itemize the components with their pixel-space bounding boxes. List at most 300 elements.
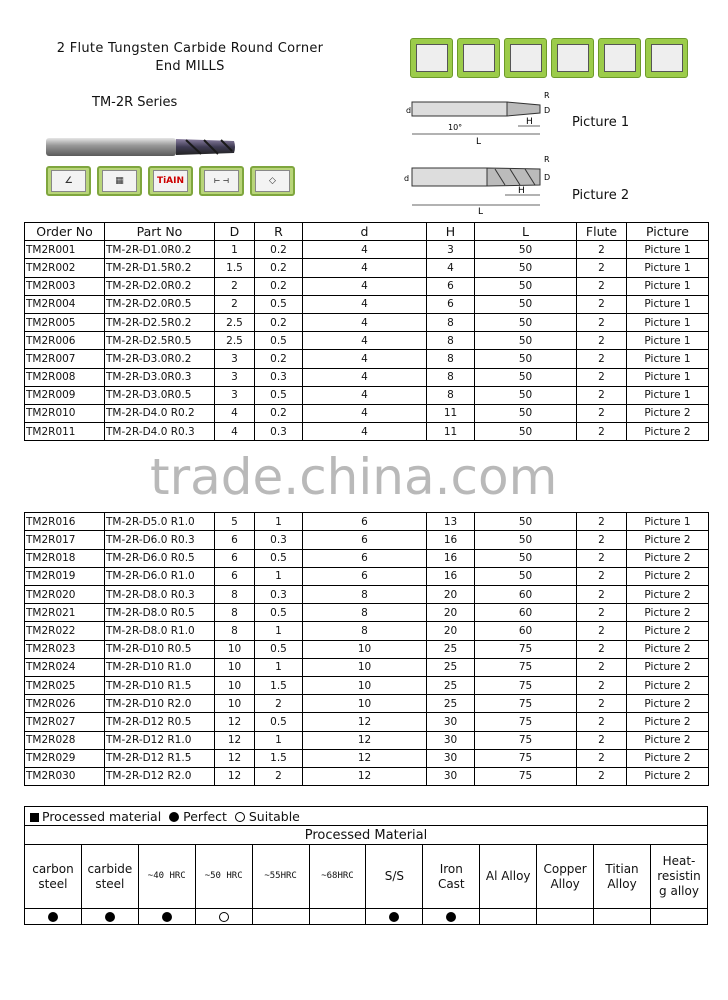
cell-part-no: TM-2R-D1.5R0.2 (105, 259, 215, 277)
cell-d: 8 (215, 604, 255, 622)
cell-flute: 2 (577, 749, 627, 767)
material-name-line: Titian (605, 861, 639, 876)
cell-h: 4 (427, 259, 475, 277)
end-mill-image (46, 130, 236, 164)
cell-picture: Picture 2 (627, 604, 709, 622)
suitable-ring-icon (235, 812, 245, 822)
cell-l: 50 (475, 241, 577, 259)
cell-picture: Picture 2 (627, 767, 709, 785)
cell-flute: 2 (577, 313, 627, 331)
legend-suitable: Suitable (248, 808, 300, 824)
col-picture: Picture (627, 223, 709, 241)
cell-shank-d: 6 (303, 549, 427, 567)
table-row (25, 676, 709, 694)
col-flute: Flute (577, 223, 627, 241)
cell-h: 25 (427, 640, 475, 658)
cell-order-no: TM2R019 (25, 567, 105, 585)
cell-flute: 2 (577, 676, 627, 694)
cell-flute: 2 (577, 731, 627, 749)
material-mark (25, 909, 82, 925)
cell-r: 0.2 (255, 404, 303, 422)
cell-r: 1 (255, 622, 303, 640)
cell-order-no: TM2R026 (25, 695, 105, 713)
material-name (252, 845, 309, 909)
cell-l: 50 (475, 549, 577, 567)
cell-order-no: TM2R010 (25, 404, 105, 422)
cell-h: 11 (427, 404, 475, 422)
cell-picture: Picture 1 (627, 386, 709, 404)
series-label: TM-2R Series (92, 95, 178, 110)
diagram-big-d-label: D (544, 106, 551, 115)
cell-flute: 2 (577, 368, 627, 386)
cell-order-no: TM2R007 (25, 350, 105, 368)
table-row (25, 549, 709, 567)
cell-h: 16 (427, 531, 475, 549)
cell-shank-d: 12 (303, 767, 427, 785)
cell-d: 12 (215, 767, 255, 785)
cell-h: 25 (427, 658, 475, 676)
cell-flute: 2 (577, 531, 627, 549)
cell-h: 13 (427, 513, 475, 531)
cell-flute: 2 (577, 622, 627, 640)
cell-l: 75 (475, 713, 577, 731)
cell-h: 6 (427, 277, 475, 295)
legend-perfect: Perfect (183, 808, 227, 824)
cell-part-no: TM-2R-D1.0R0.2 (105, 241, 215, 259)
cell-d: 12 (215, 713, 255, 731)
cell-part-no: TM-2R-D3.0R0.5 (105, 386, 215, 404)
material-name-line: Alloy (607, 876, 637, 891)
cell-picture: Picture 1 (627, 513, 709, 531)
cell-r: 0.2 (255, 313, 303, 331)
diagram2-d-label: d (404, 174, 410, 183)
diagram2-big-d-label: D (544, 173, 551, 182)
cell-r: 0.5 (255, 386, 303, 404)
cell-r: 0.5 (255, 640, 303, 658)
diagram-angle-label: 10° (448, 123, 463, 132)
cell-r: 1 (255, 731, 303, 749)
material-mark (594, 909, 651, 925)
diagram-h-label: H (526, 117, 533, 127)
cell-order-no: TM2R016 (25, 513, 105, 531)
material-mark (423, 909, 480, 925)
material-name (537, 845, 594, 909)
cell-r: 0.5 (255, 295, 303, 313)
cell-order-no: TM2R024 (25, 658, 105, 676)
material-name (480, 845, 537, 909)
cell-shank-d: 6 (303, 531, 427, 549)
material-mark (138, 909, 195, 925)
picture-1-diagram (400, 88, 565, 148)
material-name-line: carbide (87, 861, 133, 876)
cell-l: 75 (475, 658, 577, 676)
cell-h: 6 (427, 295, 475, 313)
cell-d: 2.5 (215, 332, 255, 350)
cell-order-no: TM2R008 (25, 368, 105, 386)
shape-badge: ◇ (250, 166, 295, 196)
cell-h: 25 (427, 676, 475, 694)
perfect-dot-icon (169, 812, 179, 822)
cell-part-no: TM-2R-D12 R0.5 (105, 713, 215, 731)
material-mark (195, 909, 252, 925)
col-order-no: Order No (25, 223, 105, 241)
cell-shank-d: 6 (303, 567, 427, 585)
material-name (594, 845, 651, 909)
cell-part-no: TM-2R-D10 R2.0 (105, 695, 215, 713)
perfect-dot-icon (105, 912, 115, 922)
material-name-line: Copper (543, 861, 587, 876)
cell-d: 5 (215, 513, 255, 531)
table-row (25, 731, 709, 749)
cell-r: 0.5 (255, 604, 303, 622)
cell-picture: Picture 2 (627, 423, 709, 441)
cell-d: 2 (215, 295, 255, 313)
material-name-line: ~40 HRC (147, 871, 186, 881)
cell-d: 10 (215, 640, 255, 658)
cell-picture: Picture 2 (627, 404, 709, 422)
suitable-ring-icon (219, 912, 229, 922)
cell-order-no: TM2R004 (25, 295, 105, 313)
material-name-line: steel (95, 876, 125, 891)
col-h: H (427, 223, 475, 241)
cell-l: 50 (475, 513, 577, 531)
cell-h: 8 (427, 386, 475, 404)
cell-shank-d: 4 (303, 386, 427, 404)
cell-order-no: TM2R023 (25, 640, 105, 658)
cell-d: 10 (215, 695, 255, 713)
cell-r: 0.3 (255, 586, 303, 604)
cell-part-no: TM-2R-D8.0 R0.3 (105, 586, 215, 604)
table-row (25, 604, 709, 622)
cell-picture: Picture 1 (627, 313, 709, 331)
cell-shank-d: 12 (303, 713, 427, 731)
cell-picture: Picture 2 (627, 749, 709, 767)
cell-r: 1 (255, 567, 303, 585)
cell-shank-d: 10 (303, 676, 427, 694)
cell-r: 0.2 (255, 241, 303, 259)
material-mark (480, 909, 537, 925)
material-name-line: resistin (657, 869, 701, 883)
material-name (81, 845, 138, 909)
cell-flute: 2 (577, 549, 627, 567)
diagram2-r-label: R (544, 155, 550, 164)
cell-flute: 2 (577, 350, 627, 368)
cell-part-no: TM-2R-D2.0R0.2 (105, 277, 215, 295)
cell-l: 50 (475, 295, 577, 313)
col-d: D (215, 223, 255, 241)
cell-h: 8 (427, 368, 475, 386)
cell-part-no: TM-2R-D12 R2.0 (105, 767, 215, 785)
cell-d: 6 (215, 549, 255, 567)
cell-order-no: TM2R003 (25, 277, 105, 295)
cell-h: 8 (427, 313, 475, 331)
cell-r: 2 (255, 767, 303, 785)
cell-h: 16 (427, 549, 475, 567)
cell-h: 3 (427, 241, 475, 259)
material-mark (81, 909, 138, 925)
cell-shank-d: 10 (303, 695, 427, 713)
side-milling-icon (457, 38, 500, 78)
table-row (25, 277, 709, 295)
slotting-icon (410, 38, 453, 78)
table-row (25, 513, 709, 531)
col-part-no: Part No (105, 223, 215, 241)
cell-order-no: TM2R022 (25, 622, 105, 640)
cell-d: 8 (215, 622, 255, 640)
cell-picture: Picture 2 (627, 713, 709, 731)
cell-shank-d: 8 (303, 622, 427, 640)
cell-part-no: TM-2R-D2.5R0.5 (105, 332, 215, 350)
feature-badges (46, 166, 295, 196)
table-row (25, 313, 709, 331)
table-row (25, 695, 709, 713)
cell-order-no: TM2R002 (25, 259, 105, 277)
table-row (25, 350, 709, 368)
cell-picture: Picture 1 (627, 277, 709, 295)
coating-text-badge: ▦ (97, 166, 142, 196)
table-row (25, 713, 709, 731)
cell-flute: 2 (577, 767, 627, 785)
cell-l: 50 (475, 386, 577, 404)
cell-d: 1.5 (215, 259, 255, 277)
perfect-dot-icon (389, 912, 399, 922)
title-line-1: 2 Flute Tungsten Carbide Round Corner (56, 41, 324, 56)
title-line-2: End MILLS (155, 59, 225, 74)
cell-l: 75 (475, 767, 577, 785)
cell-part-no: TM-2R-D10 R1.5 (105, 676, 215, 694)
cell-d: 6 (215, 567, 255, 585)
material-name (138, 845, 195, 909)
cell-part-no: TM-2R-D12 R1.0 (105, 731, 215, 749)
cell-d: 2.5 (215, 313, 255, 331)
table-row (25, 622, 709, 640)
cell-picture: Picture 2 (627, 586, 709, 604)
cell-part-no: TM-2R-D10 R1.0 (105, 658, 215, 676)
materials-legend (25, 807, 708, 826)
cell-order-no: TM2R027 (25, 713, 105, 731)
cell-shank-d: 10 (303, 658, 427, 676)
cell-shank-d: 4 (303, 313, 427, 331)
cell-d: 3 (215, 350, 255, 368)
cell-d: 10 (215, 658, 255, 676)
cell-shank-d: 4 (303, 350, 427, 368)
material-mark (309, 909, 366, 925)
cell-d: 12 (215, 749, 255, 767)
cell-order-no: TM2R006 (25, 332, 105, 350)
cell-l: 60 (475, 604, 577, 622)
table-row (25, 295, 709, 313)
picture-1-label: Picture 1 (572, 115, 630, 130)
cell-order-no: TM2R029 (25, 749, 105, 767)
cell-order-no: TM2R020 (25, 586, 105, 604)
shoulder-icon (551, 38, 594, 78)
cell-shank-d: 6 (303, 513, 427, 531)
square-icon (30, 813, 39, 822)
material-mark (537, 909, 594, 925)
cell-picture: Picture 2 (627, 622, 709, 640)
cell-flute: 2 (577, 332, 627, 350)
col-shank-d: d (303, 223, 427, 241)
cell-r: 0.5 (255, 549, 303, 567)
coating-label: TiAIN (153, 170, 188, 192)
cell-r: 0.3 (255, 368, 303, 386)
cell-d: 1 (215, 241, 255, 259)
cell-l: 75 (475, 749, 577, 767)
cell-l: 50 (475, 404, 577, 422)
cell-part-no: TM-2R-D6.0 R1.0 (105, 567, 215, 585)
cell-l: 75 (475, 640, 577, 658)
cell-r: 0.2 (255, 350, 303, 368)
material-name-line: ~68HRC (321, 871, 354, 881)
cell-r: 0.3 (255, 531, 303, 549)
material-mark (252, 909, 309, 925)
cell-flute: 2 (577, 295, 627, 313)
table-row (25, 531, 709, 549)
ramping-icon (645, 38, 688, 78)
cell-shank-d: 12 (303, 731, 427, 749)
cell-picture: Picture 1 (627, 350, 709, 368)
cell-h: 30 (427, 749, 475, 767)
diagram-r-label: R (544, 91, 550, 100)
material-name-line: Heat- (662, 854, 696, 868)
cell-shank-d: 8 (303, 604, 427, 622)
material-name (309, 845, 366, 909)
cell-shank-d: 12 (303, 749, 427, 767)
table-row (25, 332, 709, 350)
cell-r: 1.5 (255, 676, 303, 694)
cell-d: 2 (215, 277, 255, 295)
material-mark (650, 909, 707, 925)
cell-h: 20 (427, 586, 475, 604)
cell-picture: Picture 1 (627, 368, 709, 386)
material-name-line: Cast (437, 876, 465, 891)
cell-shank-d: 8 (303, 586, 427, 604)
cell-order-no: TM2R017 (25, 531, 105, 549)
cell-order-no: TM2R009 (25, 386, 105, 404)
cell-picture: Picture 2 (627, 640, 709, 658)
cell-part-no: TM-2R-D5.0 R1.0 (105, 513, 215, 531)
cell-h: 11 (427, 423, 475, 441)
cell-flute: 2 (577, 277, 627, 295)
cell-h: 20 (427, 622, 475, 640)
cell-h: 25 (427, 695, 475, 713)
cell-l: 75 (475, 676, 577, 694)
cell-flute: 2 (577, 586, 627, 604)
material-name-line: S/S (384, 869, 405, 883)
cell-flute: 2 (577, 259, 627, 277)
material-name-line: Iron (439, 861, 463, 876)
cell-d: 3 (215, 368, 255, 386)
cell-d: 6 (215, 531, 255, 549)
col-r: R (255, 223, 303, 241)
cell-part-no: TM-2R-D12 R1.5 (105, 749, 215, 767)
cell-order-no: TM2R011 (25, 423, 105, 441)
diagram2-l-label: L (478, 207, 484, 215)
tolerance-badge: ⊢ ⊣ (199, 166, 244, 196)
col-l: L (475, 223, 577, 241)
cell-order-no: TM2R001 (25, 241, 105, 259)
cell-picture: Picture 1 (627, 241, 709, 259)
cell-picture: Picture 2 (627, 549, 709, 567)
material-name (423, 845, 480, 909)
diagram-l-label: L (476, 137, 482, 147)
cell-flute: 2 (577, 567, 627, 585)
cell-part-no: TM-2R-D8.0 R1.0 (105, 622, 215, 640)
cell-flute: 2 (577, 241, 627, 259)
table-row (25, 749, 709, 767)
cell-picture: Picture 2 (627, 695, 709, 713)
perfect-dot-icon (446, 912, 456, 922)
cell-l: 50 (475, 277, 577, 295)
cell-r: 1 (255, 658, 303, 676)
material-name-line: Alloy (550, 876, 580, 891)
material-name (366, 845, 423, 909)
cell-picture: Picture 1 (627, 332, 709, 350)
perfect-dot-icon (162, 912, 172, 922)
cell-l: 75 (475, 695, 577, 713)
cell-part-no: TM-2R-D6.0 R0.5 (105, 549, 215, 567)
cell-l: 50 (475, 531, 577, 549)
cell-flute: 2 (577, 404, 627, 422)
diagram-d-label: d (406, 106, 412, 115)
coating-badge (148, 166, 193, 196)
profile-icon (598, 38, 641, 78)
cell-d: 8 (215, 586, 255, 604)
application-icons (410, 38, 688, 78)
picture-2-diagram (400, 150, 565, 215)
cell-order-no: TM2R018 (25, 549, 105, 567)
cell-d: 4 (215, 423, 255, 441)
cell-shank-d: 10 (303, 640, 427, 658)
cell-r: 1 (255, 513, 303, 531)
cell-part-no: TM-2R-D10 R0.5 (105, 640, 215, 658)
cell-r: 0.2 (255, 259, 303, 277)
cell-part-no: TM-2R-D2.5R0.2 (105, 313, 215, 331)
cell-d: 4 (215, 404, 255, 422)
cell-shank-d: 4 (303, 404, 427, 422)
materials-table (24, 806, 708, 925)
material-name-line: Al Alloy (485, 869, 531, 883)
cell-order-no: TM2R030 (25, 767, 105, 785)
cell-d: 12 (215, 731, 255, 749)
cell-h: 16 (427, 567, 475, 585)
cell-l: 50 (475, 368, 577, 386)
cell-r: 1.5 (255, 749, 303, 767)
cell-picture: Picture 2 (627, 676, 709, 694)
legend-processed: Processed material (42, 808, 162, 824)
cell-h: 8 (427, 332, 475, 350)
cell-part-no: TM-2R-D3.0R0.3 (105, 368, 215, 386)
table-row (25, 567, 709, 585)
cell-shank-d: 4 (303, 259, 427, 277)
cell-d: 10 (215, 676, 255, 694)
cell-order-no: TM2R005 (25, 313, 105, 331)
cell-shank-d: 4 (303, 241, 427, 259)
cell-flute: 2 (577, 513, 627, 531)
material-name-line: carbon (32, 861, 74, 876)
cell-flute: 2 (577, 386, 627, 404)
page-title (20, 40, 360, 76)
cell-h: 30 (427, 767, 475, 785)
cell-part-no: TM-2R-D2.0R0.5 (105, 295, 215, 313)
cell-picture: Picture 2 (627, 658, 709, 676)
watermark-text: trade.china.com (150, 448, 558, 506)
material-name-line: g alloy (659, 884, 699, 898)
perfect-dot-icon (48, 912, 58, 922)
cell-flute: 2 (577, 604, 627, 622)
cell-part-no: TM-2R-D6.0 R0.3 (105, 531, 215, 549)
material-name-line: ~50 HRC (204, 871, 243, 881)
